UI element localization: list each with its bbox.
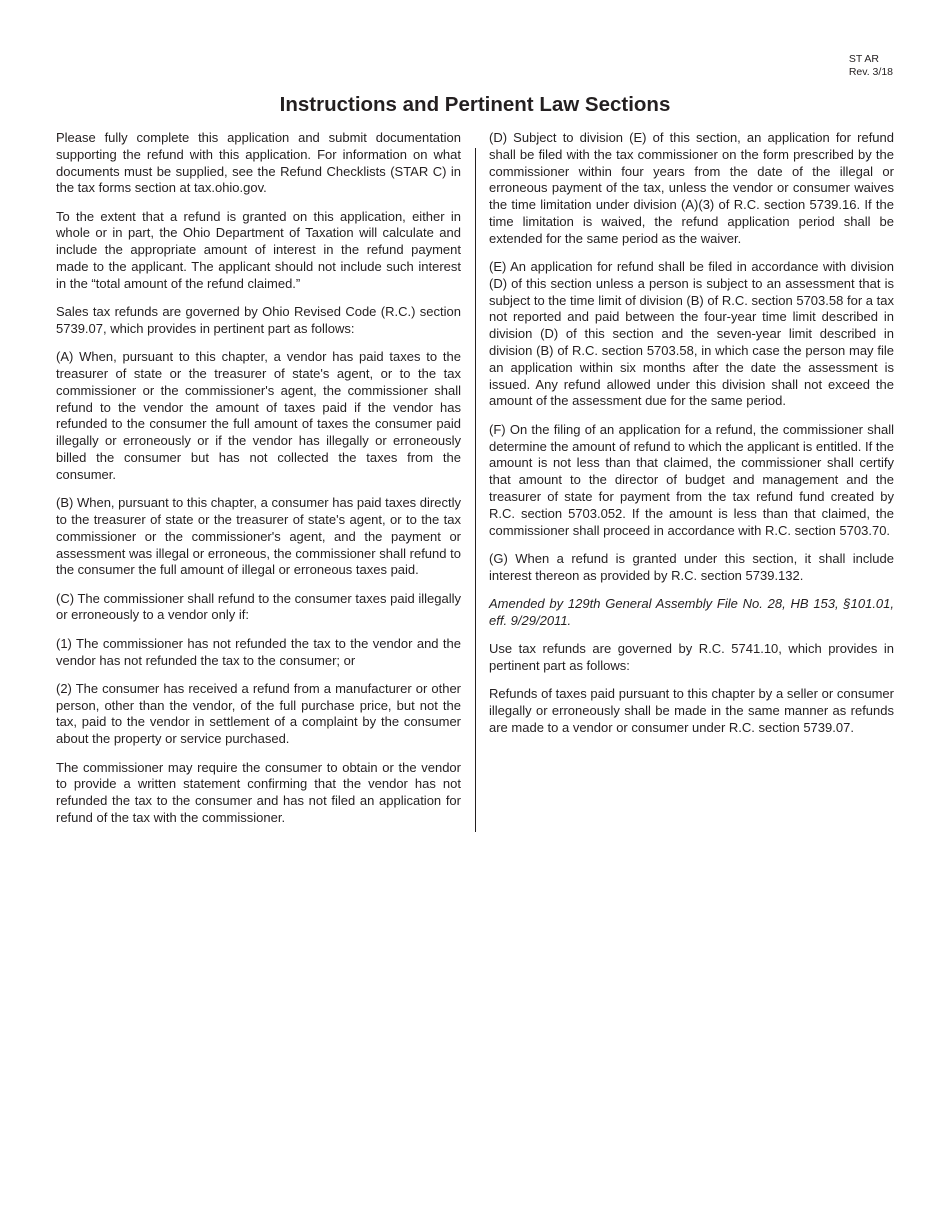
use-tax-refund-paragraph: Refunds of taxes paid pursuant to this chapter by a seller or consumer illegally or erroneously shall be made in the same manner as refunds are made to a vendor or consumer under R.C. section 5739.07. [489,686,894,735]
left-column [56,130,461,838]
division-a-paragraph: (A) When, pursuant to this chapter, a vendor has paid taxes to the treasurer of state or the treasurer of state's agent, or to the tax commissioner or the commissioner's agent, the commissioner shall refund to the vendor the amount of taxes paid if the vendor has refunded to the consumer the full amount of taxes the consumer paid illegally or erroneously or if the vendor has illegally or erroneously billed the consumer but has not collected the taxes from the consumer. [56,349,461,482]
division-e-paragraph: (E) An application for refund shall be filed in accordance with division (D) of this section unless a person is subject to an assessment that is subject to the time limit of division (B) of R.C. section 5703.58 for a tax not reported and paid between the four-year time limit described in division (D) of this section and the seven-year limit described in division (B) of R.C. section 5703.58, in which case the person may file an application within six months after the date the assessment is issued. Any refund allowed under this division shall not exceed the amount of the assessment due for the same period. [489,259,894,409]
intro-paragraph: Please fully complete this application and submit documentation supporting the refund with this application. For information on what documents must be supplied, see the Refund Checklists (STAR C) in the tax forms section at tax.ohio.gov. [56,130,461,196]
amendment-note: Amended by 129th General Assembly File No. 28, HB 153, §101.01, eff. 9/29/2011. [489,595,894,628]
division-f-paragraph: (F) On the filing of an application for a refund, the commissioner shall determine the amount of refund to which the applicant is entitled. If the amount is not less than that claimed, the commissioner shall certify that amount to the director of budget and management and the treasurer of state for payment from the tax refund fund created by R.C. section 5703.052. If the amount is less than that claimed, the commissioner shall proceed in accordance with R.C. section 5703.70. [489,421,894,538]
interest-paragraph: To the extent that a refund is granted on this application, either in whole or in part, the Ohio Department of Taxation will calculate and include the appropriate amount of interest in the refund payment made to the applicant. The applicant should not include such interest in the “total amount of the refund claimed.” [56,208,461,291]
division-b-paragraph: (B) When, pursuant to this chapter, a consumer has paid taxes directly to the treasurer of state or the treasurer of state's agent, or to the tax commissioner or the commissioner's agent, and the payment or assessment was illegal or erroneous, the commissioner shall refund to the consumer the full amount of illegal or erroneous taxes paid. [56,495,461,578]
revision-date: Rev. 3/18 [848,66,893,78]
right-column [489,130,894,748]
division-c-paragraph: (C) The commissioner shall refund to the consumer taxes paid illegally or erroneously to a vendor only if: [56,590,461,623]
division-c1-paragraph: (1) The commissioner has not refunded the tax to the vendor and the vendor has not refunded the tax to the consumer; or [56,635,461,668]
use-tax-governance-paragraph: Use tax refunds are governed by R.C. 5741.10, which provides in pertinent part as follows: [489,641,894,673]
column-divider [475,148,476,832]
written-statement-paragraph: The commissioner may require the consumer to obtain or the vendor to provide a written statement confirming that the vendor has not refunded the tax to the consumer and has not filed an application for refund of the tax with the commissioner. [56,759,461,825]
division-g-paragraph: (G) When a refund is granted under this section, it shall include interest thereon as provided by R.C. section 5739.132. [489,550,894,583]
division-c2-paragraph: (2) The consumer has received a refund from a manufacturer or other person, other than the vendor, of the full purchase price, but not the tax, paid to the vendor in settlement of a complaint by the consumer about the property or service purchased. [56,680,461,747]
division-d-paragraph: (D) Subject to division (E) of this section, an application for refund shall be filed with the tax commissioner on the form prescribed by the commissioner within four years from the date of the illegal or erroneous payment of the tax, unless the vendor or consumer waives the time limitation under division (A)(3) of R.C. section 5739.16. If the time limitation is waived, the refund application period shall be extended for the same period as the waiver. [489,130,894,246]
sales-tax-governance-paragraph: Sales tax refunds are governed by Ohio Revised Code (R.C.) section 5739.07, which provides in pertinent part as follows: [56,304,461,336]
form-identifier [849,53,893,79]
page-title: Instructions and Pertinent Law Sections [279,93,671,116]
form-code: ST AR [848,53,879,65]
